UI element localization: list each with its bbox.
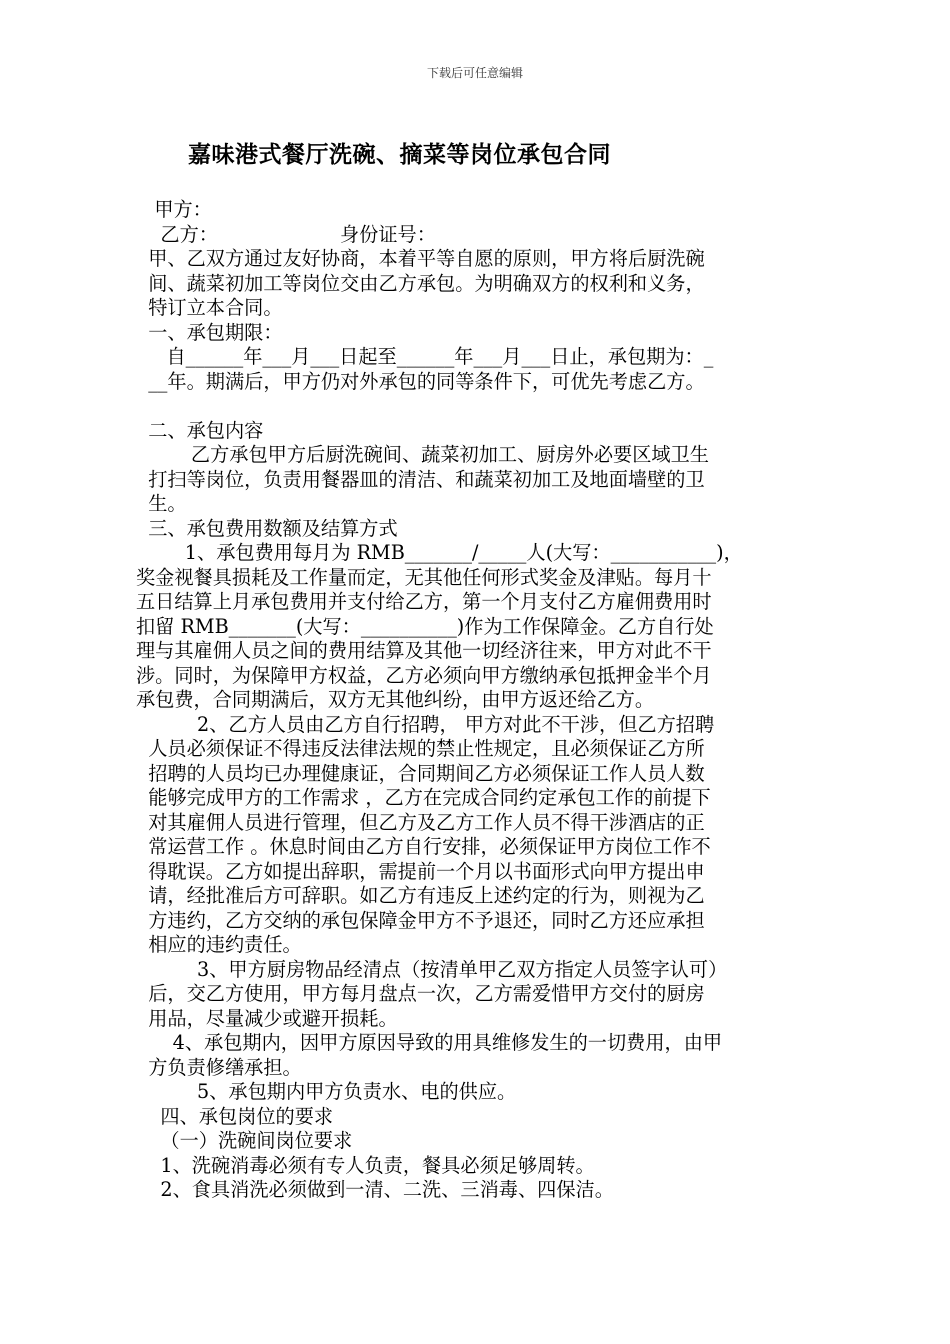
contract-line: 一、承包期限：: [136, 320, 283, 344]
contract-line: 方违约，乙方交纳的承包保障金甲方不予退还，同时乙方还应承担: [136, 908, 705, 932]
contract-line: 能够完成甲方的工作需求 ，乙方在完成合同约定承包工作的前提下: [136, 786, 711, 809]
contract-line: 相应的违约责任。: [136, 933, 302, 956]
contract-line: 甲、乙双方通过友好协商，本着平等自愿的原则，甲方将后厨洗碗: [136, 247, 705, 270]
contract-line: 对其雇佣人员进行管理，但乙方及乙方工作人员不得干涉酒店的正: [136, 810, 705, 834]
contract-line: 五日结算上月承包费用并支付给乙方，第一个月支付乙方雇佣费用时: [136, 590, 712, 613]
contract-line: 打扫等岗位，负责用餐器皿的清洁、和蔬菜初加工及地面墙壁的卫: [136, 467, 705, 491]
contract-line: 二、承包内容: [136, 418, 264, 442]
contract-line: 乙方承包甲方后厨洗碗间、蔬菜初加工、厨房外必要区域卫生: [136, 443, 709, 466]
contract-line: 生。: [136, 492, 187, 515]
contract-line: 人员必须保证不得违反法律法规的禁止性规定，且必须保证乙方所: [136, 737, 705, 760]
contract-line: 承包费，合同期满后，双方无其他纠纷，由甲方返还给乙方。: [136, 688, 655, 711]
contract-body: [136, 198, 812, 1203]
contract-line: 方负责修缮承担。: [136, 1055, 302, 1079]
contract-line: （一）洗碗间岗位要求: [136, 1129, 353, 1152]
contract-line: 特订立本合同。: [136, 296, 283, 319]
contract-line: 理与其雇佣人员之间的费用结算及其他一切经济往来，甲方对此不干: [136, 639, 712, 662]
contract-line: 四、承包岗位的要求: [136, 1104, 334, 1128]
contract-line: 甲方：: [136, 198, 212, 221]
contract-line: 自______年___月___日起至______年___月___日止，承包期为：_: [136, 345, 714, 368]
contract-line: 请，经批准后方可辞职。如乙方有违反上述约定的行为，则视为乙: [136, 884, 705, 907]
blank-line: [136, 394, 812, 419]
contract-line: 扣留 RMB_______(大写：__________)作为工作保障金。乙方自行处: [136, 614, 714, 638]
contract-line: 1、洗碗消毒必须有专人负责，餐具必须足够周转。: [136, 1153, 595, 1177]
contract-line: 乙方： 身份证号：: [136, 222, 436, 246]
contract-line: 2、食具消洗必须做到一清、二洗、三消毒、四保洁。: [136, 1178, 614, 1201]
contract-line: 涉。同时，为保障甲方权益，乙方必须向甲方缴纳承包抵押金半个月: [136, 663, 712, 687]
contract-line: 3、甲方厨房物品经清点（按清单甲乙双方指定人员签字认可）: [136, 957, 728, 981]
contract-line: 5、承包期内甲方负责水、电的供应。: [136, 1080, 517, 1103]
contract-line: 后，交乙方使用，甲方每月盘点一次，乙方需爱惜甲方交付的厨房: [136, 982, 705, 1005]
contract-line: 间、蔬菜初加工等岗位交由乙方承包。为明确双方的权利和义务，: [136, 271, 705, 295]
contract-line: 用品，尽量减少或避开损耗。: [136, 1006, 398, 1030]
page-header: 下载后可任意编辑: [426, 66, 523, 80]
contract-line: 招聘的人员均已办理健康证，合同期间乙方必须保证工作人员人数: [136, 761, 705, 785]
contract-line: 三、承包费用数额及结算方式: [136, 516, 398, 540]
contract-line: __年。期满后，甲方仍对外承包的同等条件下，可优先考虑乙方。: [136, 369, 705, 393]
document-title: 嘉味港式餐厅洗碗、摘菜等岗位承包合同: [188, 141, 611, 168]
contract-line: 常运营工作 。休息时间由乙方自行安排，必须保证甲方岗位工作不: [136, 835, 711, 858]
contract-line: 4、承包期内，因甲方原因导致的用具维修发生的一切费用，由甲: [136, 1031, 723, 1054]
contract-line: 得耽误。乙方如提出辞职，需提前一个月以书面形式向甲方提出申: [136, 859, 705, 883]
contract-line: 奖金视餐具损耗及工作量而定，无其他任何形式奖金及津贴。每月十: [136, 565, 712, 589]
contract-line: 2、乙方人员由乙方自行招聘， 甲方对此不干涉，但乙方招聘: [136, 712, 715, 736]
contract-line: 1、承包费用每月为 RMB_______/_____人(大写：___________)，: [136, 541, 743, 564]
